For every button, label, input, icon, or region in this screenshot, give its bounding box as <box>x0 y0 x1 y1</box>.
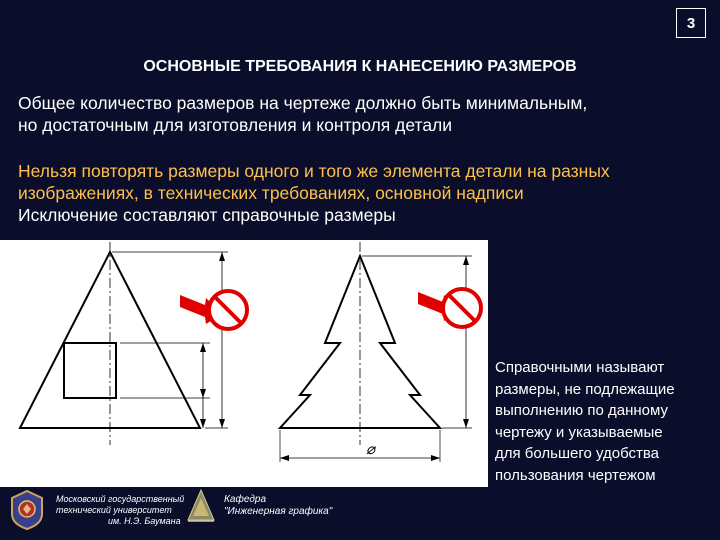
prohibition-sign-2 <box>418 289 481 327</box>
arrow <box>200 389 206 398</box>
note-line: размеры, не подлежащие <box>495 380 675 398</box>
note-line: для большего удобства <box>495 445 660 462</box>
department-name <box>224 494 332 518</box>
warning-line-1: Нельзя повторять размеры одного и того же элемента детали на разных <box>18 161 610 181</box>
university-line-1: Московский государственный <box>56 493 185 504</box>
department-line-1: Кафедра <box>224 494 267 505</box>
arrow <box>280 455 289 461</box>
university-emblem-icon <box>10 490 44 530</box>
technical-drawing <box>0 240 488 487</box>
prohibition-sign-1 <box>180 291 247 329</box>
intro-paragraph <box>18 92 708 136</box>
warning-line-2: изображениях, в технических требованиях, основной надписи <box>18 183 524 203</box>
department-line-2: "Инженерная графика" <box>224 506 333 517</box>
university-name <box>56 494 184 527</box>
arrow <box>463 256 469 265</box>
arrow <box>463 419 469 428</box>
reference-dimensions-note <box>495 357 720 486</box>
note-line: пользования чертежом <box>495 466 656 484</box>
arrow <box>200 419 206 428</box>
university-logo-block <box>10 490 184 530</box>
arrow <box>431 455 440 461</box>
intro-line-1: Общее количество размеров на чертеже должно быть минимальным, <box>18 93 588 113</box>
arrow <box>219 419 225 428</box>
exception-line: Исключение составляют справочные размеры <box>18 205 396 225</box>
arrow <box>219 252 225 261</box>
university-line-3: им. Н.Э. Баумана <box>108 515 181 526</box>
rule-paragraph <box>18 160 718 226</box>
page-number: 3 <box>676 8 706 38</box>
department-logo-block <box>186 488 332 524</box>
arrow <box>200 343 206 352</box>
note-line: чертежу и указываемые <box>495 423 663 441</box>
department-emblem-icon <box>186 488 216 524</box>
intro-line-2: но достаточным для изготовления и контроля детали <box>18 115 453 135</box>
page-title: ОСНОВНЫЕ ТРЕБОВАНИЯ К НАНЕСЕНИЮ РАЗМЕРОВ <box>143 58 577 75</box>
note-line: Справочными называют <box>495 359 665 376</box>
note-line: выполнению по данному <box>495 402 668 419</box>
diameter-symbol: ⌀ <box>366 440 376 458</box>
drawing-svg <box>0 240 488 487</box>
university-line-2: технический университет <box>56 504 172 515</box>
